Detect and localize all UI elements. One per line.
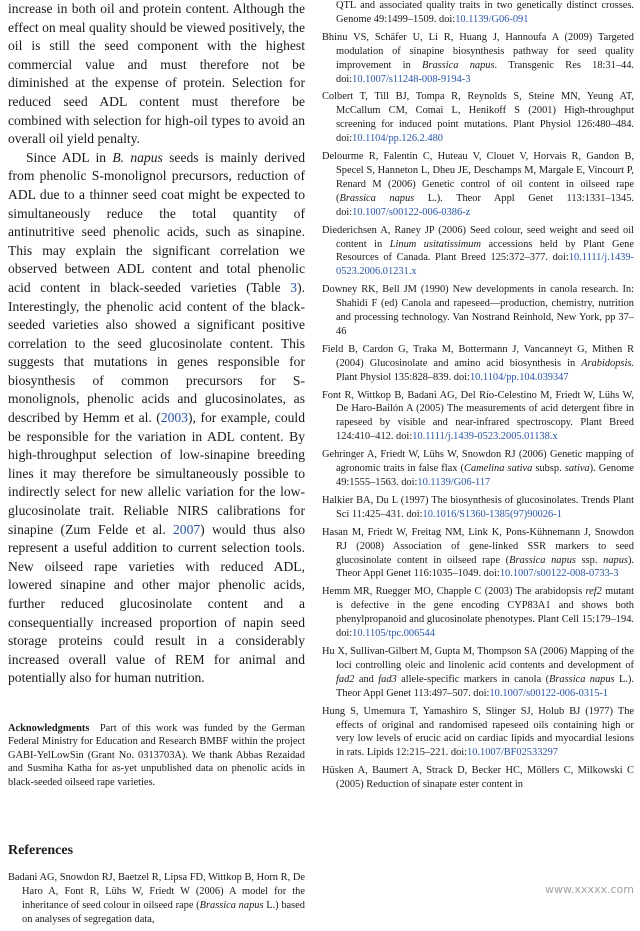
doi-link[interactable]: 10.1007/s00122-008-0733-3 [499,568,619,580]
doi-link[interactable]: 10.1007/s11248-008-9194-3 [352,73,471,85]
reference-halkier: Halkier BA, Du L (1997) The biosynthesis of glucosinolates. Trends Plant Sci 11:425–431. doi:10.1016/S1360-1385(97)90026-1 [322,494,634,520]
species-name: B. napus [112,149,163,165]
hemm-2003-link[interactable]: 2003 [160,410,189,426]
doi-link[interactable]: 10.1007/s00122-006-0315-1 [489,687,609,699]
body-text [8,0,305,688]
reference-hemm: Hemm MR, Ruegger MO, Chapple C (2003) The arabidopsis ref2 mutant is defective in the gene encoding CYP83A1 and shows both phenylpropanoid and glucosinolate phenotypes. Plant Cell 15:179–194. doi:10.1105/tpc.006544 [322,586,634,640]
reference-continued: QTL and associated quality traits in two genetically distinct crosses. Genome 49:1499–1509. doi:10.1139/G06-091 [336,0,634,25]
watermark: www.xxxxx.com [544,883,634,896]
reference-font: Font R, Wittkop B, Badani AG, Del Río-Celestino M, Friedt W, Lühs W, De Haro-Bailón A (2005) The measurements of acid detergent fibre in rapeseed by visible and near-infrared spectroscopy. Plant Breed 124:410–412. doi:10.1111/j.1439-0523.2005.01138.x [322,389,634,443]
doi-link[interactable]: 10.1016/S1360-1385(97)90026-1 [422,508,562,520]
doi-link[interactable]: 10.1105/tpc.006544 [352,628,435,640]
paragraph-2: Since ADL in B. napus seeds is mainly derived from phenolic S-monolignol precursors, reduction of ADL due to a thinner seed coat might be expected to simultaneously reduce the total quantity of antinutritive seed phenolic acids, such as sinapine. This may explain the significant correlation we observed between ADL content and total phenolic acid content in black-seeded varieties (Table 3). Interestingly, the phenolic acid content of the black-seeded varieties also showed a significant positive correlation to the seed glucosinolate content. This suggests that mutations in genes responsible for biosynthesis of common precursors for S-monolignols, phenolic acids and glucosinolates, as described by Hemm et al. (2003), for example, could be responsible for the variation in ADL content. By high-throughput selection of low-sinapine breeding lines it may therefore be simultaneously possible to indirectly select for new allelic variation for the low-glucosinolate trait. Reliable NIRS calibrations for sinapine (Zum Felde et al. 2007) would thus also represent a useful addition to current selection tools. New oilseed rape varieties with reduced ADL, lowered sinapine and other major phenolic acids, further reduced glucosinolate content and a consequentially increased proportion of napin seed storage proteins could result in a considerably increased overall value of REM for animal and potentially also for human nutrition. [8,149,306,686]
reference-hasan: Hasan M, Friedt W, Freitag NM, Link K, Pons-Kühnemann J, Snowdon RJ (2008) Association of gene-linked SSR markers to seed glucosinolate content in oilseed rape (Brassica napus ssp. napus). Theor Appl Genet 116:1035–1049. doi:10.1007/s00122-008-0733-3 [322,526,635,580]
reference-delourme: Delourme R, Falentin C, Huteau V, Clouet V, Horvais R, Gandon B, Specel S, Hanneton L, Dheu JE, Deschamps M, Margale E, Vincourt P, Renard M (2006) Genetic control of oil content in oilseed rape (Brassica napus L.). Theor Appl Genet 113:1331–1345. doi:10.1007/s00122-006-0386-z [322,151,634,218]
reference-hu: Hu X, Sullivan-Gilbert M, Gupta M, Thompson SA (2006) Mapping of the loci controlling oleic and linolenic acid contents and development of fad2 and fad3 allele-specific markers in canola (Brassica napus L.). Theor Appl Genet 113:497–507. doi:10.1007/s00122-006-0315-1 [322,645,634,699]
acknowledgments-text: Part of this work was funded by the German Federal Ministry for Education and Research BMBF within the project GABI-YelLowSin (Grant No. 0313703A). We thank Abbas Rezaidad and Susmiha Katha for as-yet unpublished data on phenolic acids in black-seeded oilseed rape varieties. [8,722,305,788]
doi-link[interactable]: 10.1104/pp.104.039347 [469,371,569,383]
references-heading: References [8,843,74,858]
acknowledgments-label: Acknowledgments [8,722,90,734]
doi-link[interactable]: 10.1104/pp.126.2.480 [352,133,443,145]
reference-diederichsen: Diederichsen A, Raney JP (2006) Seed colour, seed weight and seed oil content in Linum usitatissimum accessions held by Plant Gene Resources of Canada. Plant Breed 125:372–377. doi:10.1111/j.1439-0523.2006.01231.x [322,224,634,278]
reference-bhinu: Bhinu VS, Schäfer U, Li R, Huang J, Hannoufa A (2009) Targeted modulation of sinapine biosynthesis pathway for seed quality improvement in Brassica napus. Transgenic Res 18:31–44. doi:10.1007/s11248-008-9194-3 [322,31,635,85]
reference-hung: Hung S, Umemura T, Yamashiro S, Slinger SJ, Holub BJ (1977) The effects of original and randomised rapeseed oils containing high or very low levels of erucic acid on cardiac lipids and myocardial lesions in rats. Lipids 12:215–221. doi:10.1007/BF02533297 [322,705,634,759]
zum-felde-2007-link[interactable]: 2007 [172,521,201,537]
acknowledgments [8,722,305,789]
reference-colbert: Colbert T, Till BJ, Tompa R, Reynolds S, Steine MN, Yeung AT, McCallum CM, Comai L, Henikoff S (2001) High-throughput screening for induced point mutations. Plant Physiol 126:480–484. doi:10.1104/pp.126.2.480 [322,91,634,145]
doi-link[interactable]: 10.1111/j.1439-0523.2005.01138.x [412,431,558,443]
doi-link[interactable]: 10.1007/BF02533297 [467,747,558,759]
doi-link[interactable]: 10.1111/j.1439-0523.2006.01231.x [336,252,634,278]
reference-downey: Downey RK, Bell JM (1990) New developments in canola research. In: Shahidi F (ed) Canola and rapeseed—production, chemistry, nutrition and processing technology. Van Nostrand Reinhold, New York, pp 37–46 [322,284,634,337]
left-column [8,0,305,931]
paragraph-1: increase in both oil and protein content. Although the effect on meal quality should be viewed positively, the oil is still the seed component with the highest commercial value and must therefore not be diminished at the expense of protein. Selection for reduced seed ADL content must therefore be combined with selection for high-oil types to avoid an overall oil yield penalty. [8,1,305,147]
doi-link[interactable]: 10.1139/G06-091 [455,13,529,25]
reference-husken: Hüsken A, Baumert A, Strack D, Becker HC, Möllers C, Milkowski C (2005) Reduction of sinapate ester content in [322,765,634,791]
doi-link[interactable]: 10.1139/G06-117 [417,477,491,488]
reference-gehringer: Gehringer A, Friedt W, Lühs W, Snowdon RJ (2006) Genetic mapping of agronomic traits in false flax (Camelina sativa subsp. sativa). Genome 49:1555–1563. doi:10.1139/G06-117 [322,449,634,488]
doi-link[interactable]: 10.1007/s00122-006-0386-z [352,206,471,218]
right-column [322,0,634,796]
reference-badani: Badani AG, Snowdon RJ, Baetzel R, Lipsa FD, Wittkop B, Horn R, De Haro A, Font R, Lühs W, Friedt W (2006) A model for the inheritance of seed colour in oilseed rape (Brassica napus L.) based on analyses of segregation data, [8,872,305,925]
reference-field: Field B, Cardon G, Traka M, Bottermann J, Vancanneyt G, Mithen R (2004) Glucosinolate and amino acid biosynthesis in Arabidopsis. Plant Physiol 135:828–839. doi:10.1104/pp.104.039347 [322,343,634,383]
table-3-link[interactable]: 3 [290,279,298,295]
